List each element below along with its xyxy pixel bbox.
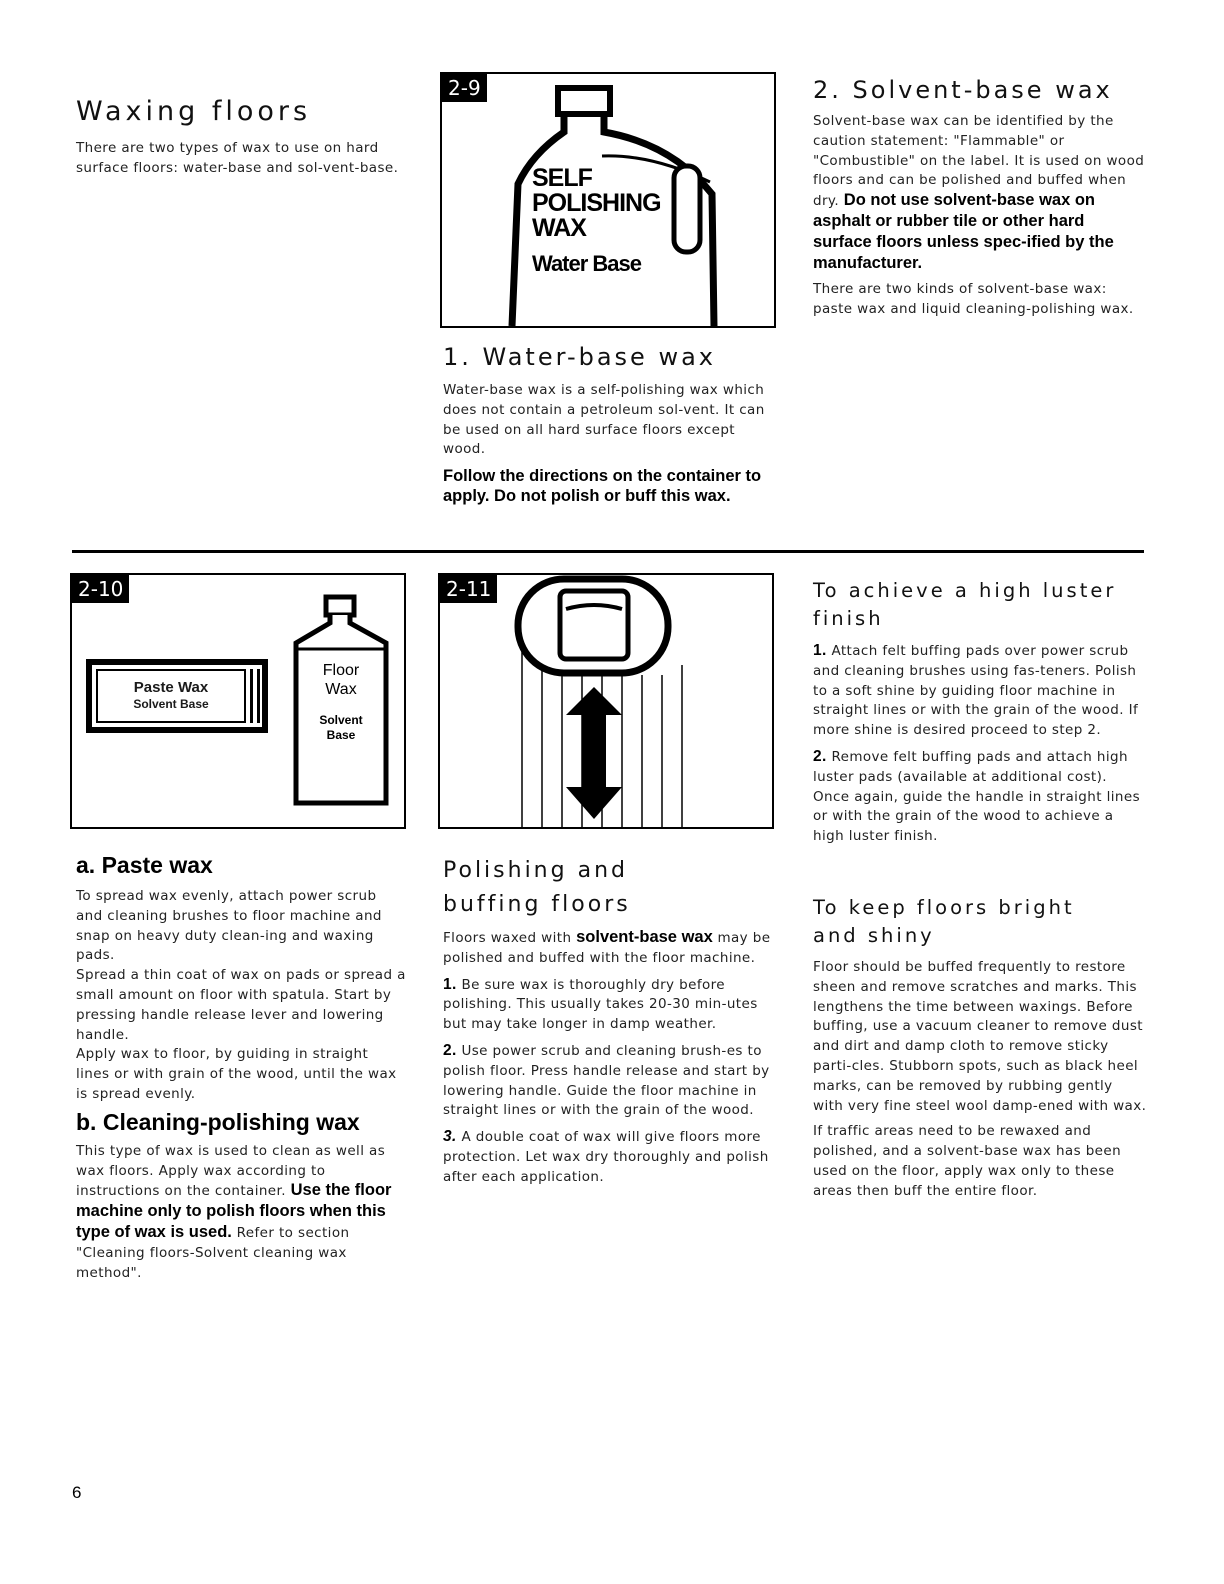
step-number: 1. — [443, 975, 457, 993]
paste-wax-section — [76, 852, 406, 1283]
can-label-line4: Base — [326, 728, 356, 742]
water-base-text: Water-base wax is a self-polishing wax which does not contain a petroleum sol-vent. It can be used on all hard surface floors except wood. — [443, 382, 765, 458]
step-text: A double coat of wax will give floors more protection. Let wax dry thoroughly and polish after each application. — [443, 1129, 769, 1185]
solvent-base-section — [813, 76, 1147, 320]
paste-wax-p2: Spread a thin coat of wax on pads or spread a small amount on floor with spatula. Start by pressing handle release lever and lowering handle. — [76, 967, 406, 1043]
box-edge-line — [250, 669, 253, 723]
luster-title-line2: finish — [813, 607, 884, 630]
cleaning-wax-pre: This type of wax is used to clean as well as wax floors. Apply wax according to instructions on the container. — [76, 1142, 386, 1200]
page-number: 6 — [72, 1483, 82, 1502]
step-text: Be sure wax is thoroughly dry before polishing. This usually takes 20-30 min-utes but may take longer in damp weather. — [443, 976, 758, 1033]
step-number: 1. — [813, 642, 827, 659]
step-number: 2. — [813, 747, 827, 765]
figure-tag: 2-9 — [442, 74, 487, 102]
paste-wax-label-line2: Solvent Base — [133, 697, 209, 711]
bottle-label-line4: Water Base — [532, 251, 642, 276]
paste-wax-box-label — [96, 669, 246, 723]
polishing-title-line2: buffing floors — [443, 892, 631, 917]
waxing-section — [76, 96, 406, 179]
paste-wax-box — [86, 659, 268, 733]
solvent-base-text — [813, 112, 1147, 274]
luster-title — [813, 577, 1147, 633]
step-text: Remove felt buffing pads and attach high luster pads (available at additional cost). Once again, guide the handle in straight lines or with the grain of the wood to achieve a high luster finish. — [813, 748, 1141, 845]
can-label-line2: Wax — [325, 681, 357, 698]
bright-section — [813, 894, 1147, 1202]
figure-2-11 — [438, 573, 774, 829]
figure-2-9 — [440, 72, 776, 328]
figure-tag: 2-11 — [440, 575, 497, 603]
luster-step-2 — [813, 747, 1147, 847]
polishing-title — [443, 854, 773, 922]
cleaning-wax-post: Refer to section "Cleaning floors-Solvent cleaning wax method". — [76, 1224, 350, 1281]
luster-title-line1: To achieve a high luster — [813, 579, 1117, 602]
water-base-title: 1. Water-base wax — [443, 343, 716, 371]
paste-wax-label-line1: Paste Wax — [133, 679, 209, 696]
cleaning-wax-bold: Use the floor machine only to polish floors when this type of wax is used. — [76, 1181, 392, 1241]
polishing-section — [443, 854, 773, 1188]
waxing-intro: There are two types of wax to use on hard surface floors: water-base and sol-vent-base. — [76, 140, 399, 176]
step-number: 3. — [443, 1128, 457, 1146]
floor-machine-illustration — [440, 575, 772, 827]
bottle-label-line1: SELF — [532, 164, 592, 192]
solvent-base-text-plain: Solvent-base wax can be identified by the caution statement: "Flammable" or "Combustible" on the label. It is used on wood floors and can be polished and buffed when dry. — [813, 113, 1145, 210]
polishing-step-3 — [443, 1127, 773, 1187]
cleaning-wax-title: b. Cleaning-polishing wax — [76, 1108, 360, 1135]
can-label-line1: Floor — [322, 662, 360, 679]
water-base-section — [443, 343, 773, 506]
solvent-base-title: 2. Solvent-base wax — [813, 76, 1113, 104]
figure-tag: 2-10 — [72, 575, 129, 603]
polishing-step-1 — [443, 975, 773, 1035]
polishing-intro-bold: solvent-base wax — [576, 928, 713, 946]
water-base-bold: Follow the directions on the container to apply. Do not polish or buff this wax. — [443, 467, 762, 506]
paste-wax-title: a. Paste wax — [76, 852, 213, 878]
solvent-base-text2: There are two kinds of solvent-base wax: paste wax and liquid cleaning-polishing wax. — [813, 281, 1134, 318]
step-number: 2. — [443, 1041, 457, 1059]
cleaning-wax-text — [76, 1142, 406, 1284]
polishing-title-line1: Polishing and — [443, 858, 628, 883]
waxing-title: Waxing floors — [76, 96, 312, 127]
luster-section — [813, 577, 1147, 847]
bright-title-line2: and shiny — [813, 924, 935, 947]
bottle-label-line2: POLISHING — [532, 189, 661, 217]
figure-2-10 — [70, 573, 406, 829]
section-divider — [72, 550, 1144, 553]
polishing-step-2 — [443, 1041, 773, 1121]
step-text: Use power scrub and cleaning brush-es to polish floor. Press handle release and start by lowering handle. Guide the floor machine in straight lines or with the grain of the wood. — [443, 1042, 770, 1119]
bottle-label — [532, 166, 661, 276]
bright-title — [813, 894, 1147, 950]
step-text: Attach felt buffing pads over power scrub and cleaning brushes using fas-teners. Polish to a soft shine by guiding floor machine in straight lines or with the grain of the wood. If more shine is desired proceed to step 2. — [813, 643, 1139, 739]
can-label — [296, 661, 386, 743]
luster-step-1 — [813, 641, 1147, 741]
polishing-intro — [443, 928, 773, 969]
paste-wax-p1: To spread wax evenly, attach power scrub and cleaning brushes to floor machine and snap on heavy duty clean-ing and waxing pads. — [76, 888, 382, 964]
box-edge-line — [257, 669, 260, 723]
bright-title-line1: To keep floors bright — [813, 896, 1075, 919]
bottle-label-line3: WAX — [532, 214, 586, 242]
polishing-intro-post: may be polished and buffed with the floor machine. — [443, 930, 771, 966]
solvent-base-bold: Do not use solvent-base wax on asphalt or rubber tile or other hard surface floors unless spec-ified by the manufacturer. — [813, 191, 1114, 272]
bright-p1: Floor should be buffed frequently to restore sheen and remove scratches and marks. This lengthens the time between waxings. Before buffing, use a vacuum cleaner to remove dust and dirt and damp cloth to remove sticky parti-cles. Stubborn spots, such as black heel marks, can be removed by rubbing gently with very fine steel wool damp-ened with wax. — [813, 959, 1147, 1114]
polishing-intro-pre: Floors waxed with — [443, 930, 572, 946]
paste-wax-p3: Apply wax to floor, by guiding in straight lines or with grain of the wood, until the wax is spread evenly. — [76, 1046, 397, 1102]
bright-p2: If traffic areas need to be rewaxed and polished, and a solvent-base wax has been used on the floor, apply wax only to these areas then buff the entire floor. — [813, 1123, 1122, 1199]
can-label-line3: Solvent — [319, 713, 363, 727]
